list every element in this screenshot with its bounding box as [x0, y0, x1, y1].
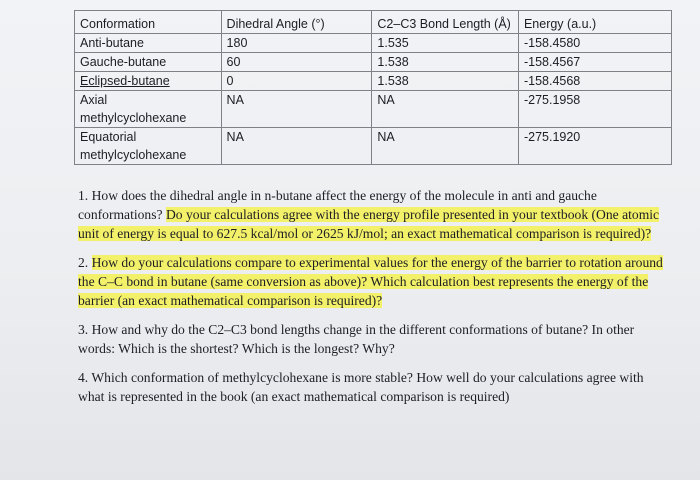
cell-energy: -158.4580: [518, 34, 671, 53]
table-row: [75, 91, 672, 128]
table-row: [75, 34, 672, 53]
cell-bond-length: NA: [372, 128, 519, 165]
cell-conformation: Anti-butane: [75, 34, 222, 53]
header-bond-length: C2–C3 Bond Length (Å): [372, 11, 519, 34]
questions-section: [76, 186, 666, 416]
cell-conformation: Axial methylcyclohexane: [75, 91, 222, 128]
cell-dihedral: 60: [221, 53, 372, 72]
question-4: 4. Which conformation of methylcyclohexane is more stable? How well do your calculations agree with what is represented in the book (an exact mathematical comparison is required): [78, 370, 644, 404]
table-row: [75, 128, 672, 165]
cell-bond-length: NA: [372, 91, 519, 128]
cell-energy: -158.4567: [518, 53, 671, 72]
question-1: [76, 186, 666, 243]
cell-dihedral: 0: [221, 72, 372, 91]
question-1-highlighted-text: Do your calculations agree with the energy profile presented in your textbook (One atomic unit of energy is equal to 627.5 kcal/mol or 2625 kJ/mol; an exact mathematical comparison is required)?: [78, 207, 660, 241]
cell-conformation: Gauche-butane: [75, 53, 222, 72]
table-header-row: [75, 11, 672, 34]
cell-dihedral: NA: [221, 91, 372, 128]
table-row: [75, 53, 672, 72]
results-table: [74, 10, 672, 165]
header-dihedral-angle: Dihedral Angle (°): [221, 11, 372, 34]
cell-bond-length: 1.538: [372, 72, 519, 91]
question-1-text: 1. How does the dihedral angle in n-butane affect the energy of the molecule in anti and gauche conformations?: [78, 188, 597, 222]
cell-energy: -158.4568: [518, 72, 671, 91]
cell-bond-length: 1.538: [372, 53, 519, 72]
cell-dihedral: NA: [221, 128, 372, 165]
cell-dihedral: 180: [221, 34, 372, 53]
question-2: [76, 253, 666, 310]
cell-conformation: Equatorial methylcyclohexane: [75, 128, 222, 165]
header-conformation: Conformation: [75, 11, 222, 34]
cell-energy: -275.1920: [518, 128, 671, 165]
header-energy: Energy (a.u.): [518, 11, 671, 34]
question-2-highlighted-text: How do your calculations compare to experimental values for the energy of the barrier to rotation around the C–C bond in butane (same conversion as above)? Which calculation best represents the energy of the barrier (an exact mathematical comparison is required)?: [78, 255, 663, 308]
table-row: [75, 72, 672, 91]
cell-conformation: Eclipsed-butane: [75, 72, 222, 91]
cell-bond-length: 1.535: [372, 34, 519, 53]
question-2-number: 2.: [78, 255, 92, 270]
question-3: 3. How and why do the C2–C3 bond lengths change in the different conformations of butane? In other words: Which is the shortest? Which is the longest? Why?: [78, 322, 635, 356]
cell-energy: -275.1958: [518, 91, 671, 128]
